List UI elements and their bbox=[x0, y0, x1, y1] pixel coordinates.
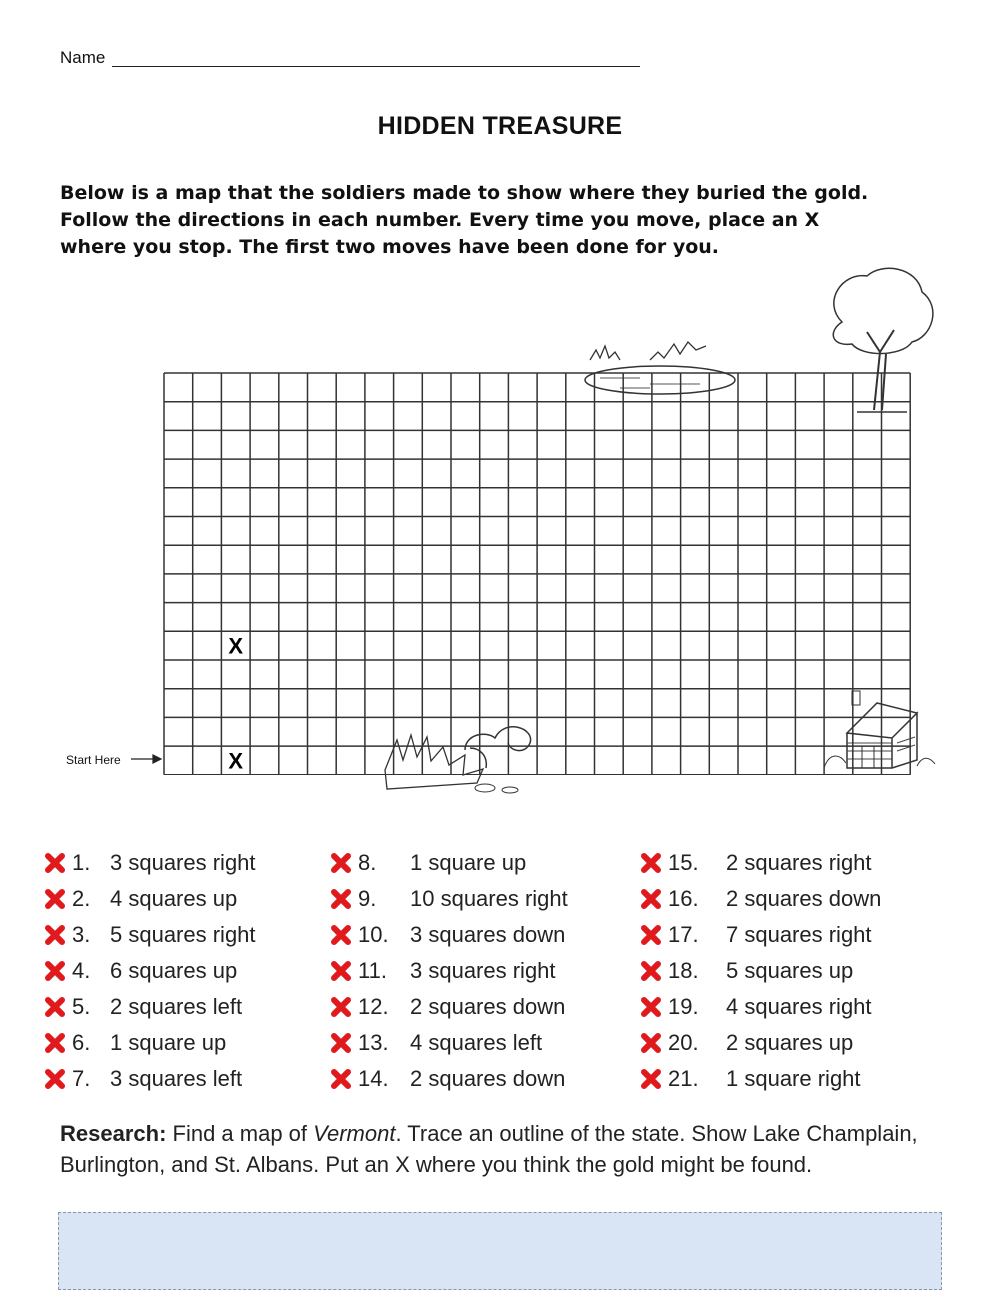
direction-item bbox=[44, 881, 256, 917]
red-x-check-icon[interactable] bbox=[330, 1068, 352, 1090]
instruction-line: where you stop. The first two moves have been done for you. bbox=[60, 236, 720, 258]
direction-text: 2 squares up bbox=[726, 1030, 854, 1055]
direction-text: 4 squares right bbox=[726, 994, 872, 1019]
direction-text: 7 squares right bbox=[726, 922, 872, 947]
direction-item bbox=[330, 953, 568, 989]
direction-number: 17. bbox=[668, 922, 699, 947]
direction-item bbox=[44, 917, 256, 953]
direction-text: 2 squares down bbox=[410, 994, 566, 1019]
direction-text: 3 squares right bbox=[410, 958, 556, 983]
direction-number: 3. bbox=[72, 922, 91, 947]
direction-text: 5 squares right bbox=[110, 922, 256, 947]
direction-number: 10. bbox=[358, 922, 389, 947]
direction-number: 8. bbox=[358, 850, 377, 875]
direction-number: 1. bbox=[72, 850, 91, 875]
direction-number: 19. bbox=[668, 994, 699, 1019]
name-field[interactable] bbox=[112, 66, 640, 67]
direction-number: 13. bbox=[358, 1030, 389, 1055]
direction-item bbox=[640, 845, 881, 881]
direction-text: 4 squares up bbox=[110, 886, 238, 911]
research-label: Research: bbox=[60, 1121, 167, 1146]
red-x-check-icon[interactable] bbox=[330, 960, 352, 982]
direction-number: 12. bbox=[358, 994, 389, 1019]
red-x-check-icon[interactable] bbox=[640, 852, 662, 874]
name-label: Name bbox=[60, 48, 106, 67]
direction-text: 10 squares right bbox=[410, 886, 568, 911]
direction-number: 18. bbox=[668, 958, 699, 983]
red-x-check-icon[interactable] bbox=[640, 924, 662, 946]
red-x-check-icon[interactable] bbox=[330, 924, 352, 946]
red-x-check-icon[interactable] bbox=[330, 888, 352, 910]
red-x-check-icon[interactable] bbox=[44, 924, 66, 946]
direction-number: 6. bbox=[72, 1030, 91, 1055]
direction-item bbox=[44, 845, 256, 881]
start-here-label: Start Here bbox=[66, 753, 121, 767]
red-x-check-icon[interactable] bbox=[640, 960, 662, 982]
treasure-map-grid[interactable] bbox=[163, 372, 912, 775]
instruction-line: Below is a map that the soldiers made to show where they buried the gold. bbox=[60, 182, 869, 204]
arrow-right-icon bbox=[131, 752, 163, 766]
red-x-check-icon[interactable] bbox=[330, 996, 352, 1018]
direction-item bbox=[330, 1025, 568, 1061]
research-text bbox=[60, 1118, 930, 1180]
red-x-check-icon[interactable] bbox=[44, 1068, 66, 1090]
red-x-check-icon[interactable] bbox=[44, 1032, 66, 1054]
direction-number: 20. bbox=[668, 1030, 699, 1055]
direction-text: 1 square right bbox=[726, 1066, 861, 1091]
direction-item bbox=[330, 845, 568, 881]
red-x-check-icon[interactable] bbox=[330, 852, 352, 874]
direction-number: 14. bbox=[358, 1066, 389, 1091]
directions-column-1 bbox=[44, 845, 256, 1097]
red-x-check-icon[interactable] bbox=[640, 996, 662, 1018]
direction-number: 11. bbox=[358, 958, 387, 983]
direction-item bbox=[330, 989, 568, 1025]
direction-number: 5. bbox=[72, 994, 91, 1019]
direction-item bbox=[44, 1025, 256, 1061]
direction-number: 4. bbox=[72, 958, 91, 983]
direction-text: 6 squares up bbox=[110, 958, 238, 983]
red-x-check-icon[interactable] bbox=[44, 960, 66, 982]
direction-item bbox=[330, 917, 568, 953]
direction-item bbox=[44, 989, 256, 1025]
direction-text: 1 square up bbox=[110, 1030, 227, 1055]
map-x-mark: X bbox=[228, 633, 244, 659]
direction-item bbox=[44, 1061, 256, 1097]
direction-text: 2 squares down bbox=[410, 1066, 566, 1091]
research-text-b: . Trace an outline of the state. Show Lake Champlain, Burlington, and St. Albans. Put an X where you think the gold might be found. bbox=[60, 1121, 918, 1177]
directions-column-2 bbox=[330, 845, 568, 1097]
direction-number: 16. bbox=[668, 886, 699, 911]
direction-number: 7. bbox=[72, 1066, 91, 1091]
direction-item bbox=[640, 881, 881, 917]
page-title: HIDDEN TREASURE bbox=[377, 112, 623, 140]
direction-text: 4 squares left bbox=[410, 1030, 543, 1055]
direction-number: 15. bbox=[668, 850, 699, 875]
map-x-mark: X bbox=[228, 748, 244, 774]
direction-text: 2 squares right bbox=[726, 850, 872, 875]
research-answer-box[interactable] bbox=[58, 1212, 942, 1290]
direction-item bbox=[640, 953, 881, 989]
research-text-a: Find a map of bbox=[166, 1121, 314, 1146]
direction-text: 2 squares down bbox=[726, 886, 882, 911]
red-x-check-icon[interactable] bbox=[640, 1068, 662, 1090]
direction-number: 9. bbox=[358, 886, 377, 911]
instruction-line: Follow the directions in each number. Every time you move, place an X bbox=[60, 209, 820, 231]
direction-text: 5 squares up bbox=[726, 958, 854, 983]
direction-item bbox=[640, 989, 881, 1025]
red-x-check-icon[interactable] bbox=[44, 888, 66, 910]
directions-column-3 bbox=[640, 845, 881, 1097]
direction-text: 3 squares right bbox=[110, 850, 256, 875]
direction-item bbox=[44, 953, 256, 989]
direction-number: 21. bbox=[668, 1066, 699, 1091]
direction-number: 2. bbox=[72, 886, 91, 911]
red-x-check-icon[interactable] bbox=[330, 1032, 352, 1054]
direction-item bbox=[330, 881, 568, 917]
red-x-check-icon[interactable] bbox=[44, 996, 66, 1018]
instructions bbox=[60, 180, 950, 261]
red-x-check-icon[interactable] bbox=[640, 888, 662, 910]
red-x-check-icon[interactable] bbox=[44, 852, 66, 874]
direction-text: 2 squares left bbox=[110, 994, 243, 1019]
direction-text: 3 squares left bbox=[110, 1066, 243, 1091]
direction-item bbox=[640, 917, 881, 953]
red-x-check-icon[interactable] bbox=[640, 1032, 662, 1054]
research-state: Vermont bbox=[313, 1121, 396, 1146]
direction-item bbox=[640, 1061, 881, 1097]
direction-text: 3 squares down bbox=[410, 922, 566, 947]
direction-text: 1 square up bbox=[410, 850, 527, 875]
direction-item bbox=[640, 1025, 881, 1061]
direction-item bbox=[330, 1061, 568, 1097]
